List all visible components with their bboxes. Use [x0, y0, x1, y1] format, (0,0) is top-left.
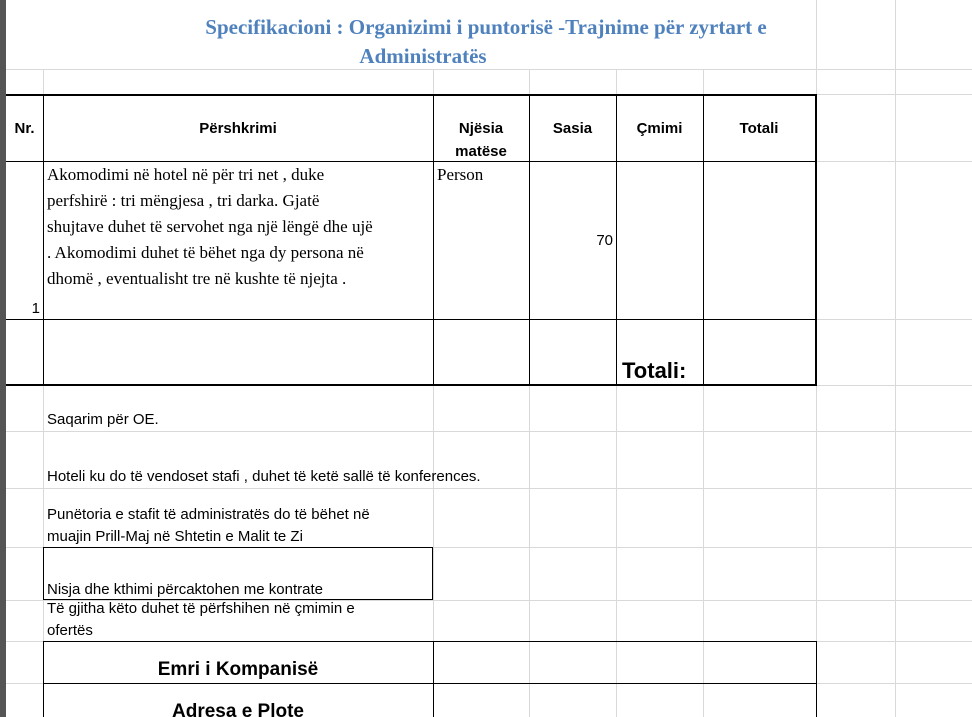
row-quantity: 70: [596, 232, 613, 249]
table-border-col: [703, 94, 704, 385]
note-travel: Nisja dhe kthimi përcaktohen me kontrate: [47, 581, 323, 598]
note-workshop-line2: muajin Prill-Maj në Shtetin e Malit te Zi: [47, 528, 303, 545]
note-price-inclusion: Të gjitha këto duhet të përfshihen në çmimin e: [47, 600, 355, 617]
grid-row-line: [6, 431, 972, 432]
totals-label: Totali:: [622, 358, 687, 383]
grid-row-line: [6, 488, 972, 489]
header-unit: Njësia: [458, 120, 504, 137]
company-name-label: Emri i Kompanisë: [157, 659, 319, 680]
note-workshop: Punëtoria e stafit të administratës do të bëhet në: [47, 506, 370, 523]
header-quantity: Sasia: [552, 120, 593, 137]
company-table-border-top: [43, 641, 817, 642]
page-title: Specifikacioni : Organizimi i puntorisë -Trajnime për zyrtart e: [205, 15, 767, 39]
note-hotel: Hoteli ku do të vendoset stafi , duhet të ketë sallë të konferences.: [47, 468, 481, 485]
header-price: Çmimi: [636, 120, 683, 137]
note-price-inclusion-line2: ofertës: [47, 622, 93, 639]
row-unit: Person: [437, 165, 484, 184]
page-title-line2: Administratës: [359, 44, 487, 68]
table-border-col: [616, 94, 617, 385]
description-line: . Akomodimi duhet të bëhet nga dy persona në: [47, 243, 364, 262]
company-table-border-row: [43, 683, 817, 684]
grid-column-line: [895, 0, 896, 717]
table-border-bottom: [6, 384, 817, 386]
header-total: Totali: [739, 120, 779, 137]
table-border-top: [6, 94, 817, 96]
table-border-col: [433, 94, 434, 385]
company-table-border-right: [816, 641, 817, 717]
header-nr: Nr.: [14, 120, 35, 137]
grid-row-line: [6, 69, 972, 70]
description-line: shujtave duhet të servohet nga një lëngë dhe ujë: [47, 217, 373, 236]
table-border-col: [43, 94, 44, 385]
header-unit-line2: matëse: [455, 143, 507, 160]
header-description: Përshkrimi: [199, 120, 277, 137]
window-frame-left: [0, 0, 6, 717]
description-line: Akomodimi në hotel në për tri net , duke: [47, 165, 325, 184]
table-border-header-bottom: [6, 161, 817, 162]
description-line: perfshirë : tri mëngjesa , tri darka. Gjatë: [47, 191, 320, 210]
company-table-border-mid: [433, 641, 434, 717]
table-border-row: [6, 319, 817, 320]
description-line: dhomë , eventualisht tre në kushte të njejta .: [47, 269, 347, 288]
row-nr: 1: [31, 300, 40, 317]
table-border-right: [815, 94, 817, 386]
company-address-label: Adresa e Plote: [172, 701, 304, 717]
note-clarification: Saqarim për OE.: [47, 411, 159, 428]
